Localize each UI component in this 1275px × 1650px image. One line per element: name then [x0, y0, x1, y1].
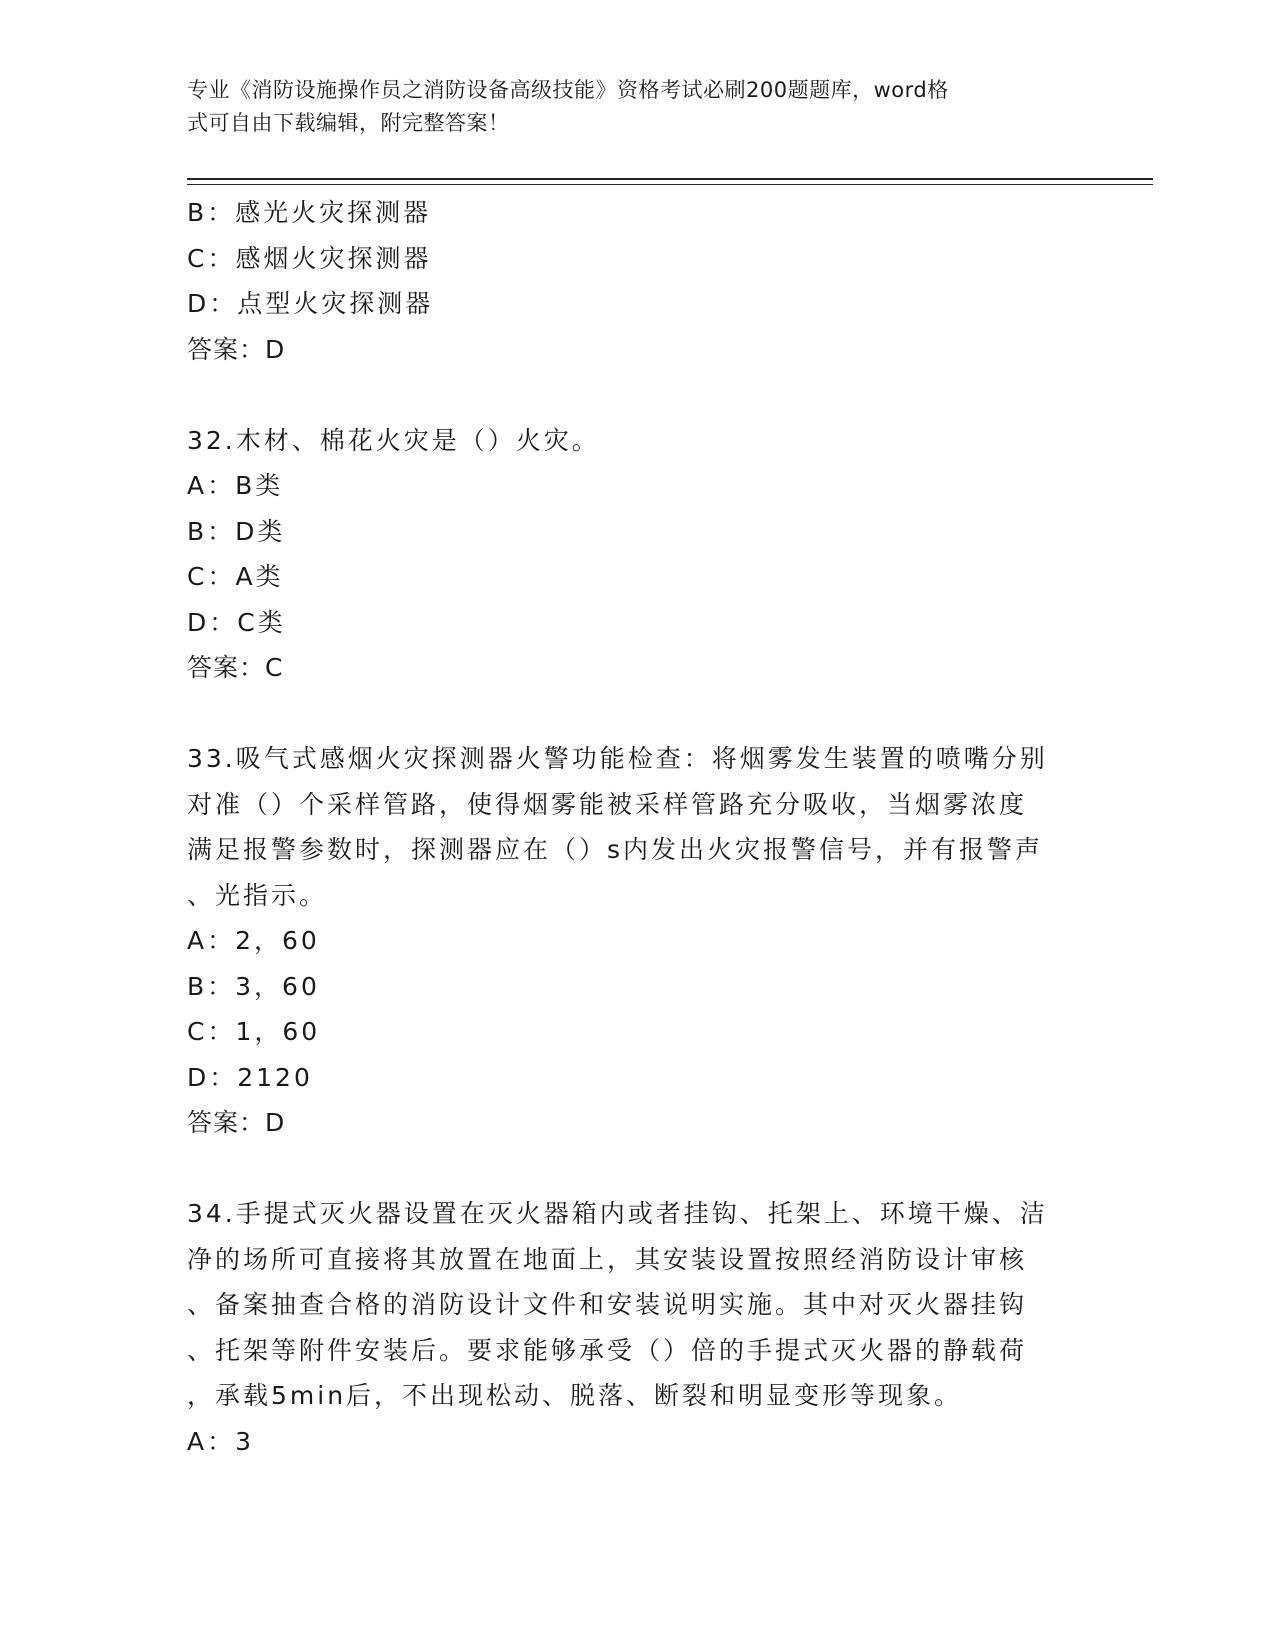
- question-text-line: 34.手提式灭火器设置在灭火器箱内或者挂钩、托架上、环境干燥、洁: [187, 1199, 1048, 1228]
- question-32: [187, 418, 1087, 691]
- question-text-line: 、备案抽查合格的消防设计文件和安装说明实施。其中对灭火器挂钩: [187, 1290, 1028, 1319]
- spacer: [187, 1146, 1087, 1192]
- spacer: [187, 372, 1087, 418]
- header-divider-thick: [187, 178, 1153, 180]
- answer: 答案：D: [187, 1108, 286, 1137]
- question-text-line: 对准（）个采样管路，使得烟雾能被采样管路充分吸收，当烟雾浓度: [187, 789, 1028, 819]
- option-a: A：2，60: [187, 926, 320, 955]
- option-a: A：B类: [187, 471, 284, 500]
- question-text-line: 、光指示。: [187, 880, 328, 910]
- question-content: [187, 190, 1087, 1464]
- header-line-2: 式可自由下载编辑，附完整答案！: [187, 111, 510, 135]
- answer: 答案：C: [187, 653, 284, 682]
- option-c: C：感烟火灾探测器: [187, 243, 432, 273]
- question-text-line: 净的场所可直接将其放置在地面上，其安装设置按照经消防设计审核: [187, 1244, 1028, 1274]
- question-text-line: ，承载5min后，不出现松动、脱落、断裂和明显变形等现象。: [187, 1381, 963, 1410]
- document-header: [187, 74, 1087, 140]
- question-31-tail: [187, 190, 1087, 372]
- answer: 答案：D: [187, 334, 286, 364]
- option-c: C：1，60: [187, 1017, 321, 1046]
- question-text-line: 满足报警参数时，探测器应在（）s内发出火灾报警信号，并有报警声: [187, 835, 1044, 864]
- option-b: B：感光火灾探测器: [187, 198, 432, 227]
- spacer: [187, 691, 1087, 737]
- option-d: D：点型火灾探测器: [187, 289, 434, 318]
- question-text: 32.木材、棉花火灾是（）火灾。: [187, 425, 600, 455]
- question-33: [187, 736, 1087, 1146]
- question-text-line: 、托架等附件安装后。要求能够承受（）倍的手提式灭火器的静载荷: [187, 1335, 1028, 1365]
- option-b: B：D类: [187, 516, 286, 546]
- option-d: D：C类: [187, 607, 286, 637]
- question-text-line: 33.吸气式感烟火灾探测器火警功能检查：将烟雾发生装置的喷嘴分别: [187, 744, 1048, 773]
- header-line-1: 专业《消防设施操作员之消防设备高级技能》资格考试必刷200题题库，word格: [187, 78, 949, 102]
- option-b: B：3，60: [187, 971, 320, 1001]
- option-a: A：3: [187, 1426, 255, 1456]
- question-34: [187, 1191, 1087, 1464]
- header-divider-thin: [187, 184, 1153, 185]
- option-c: C：A类: [187, 562, 284, 591]
- option-d: D：2120: [187, 1062, 313, 1092]
